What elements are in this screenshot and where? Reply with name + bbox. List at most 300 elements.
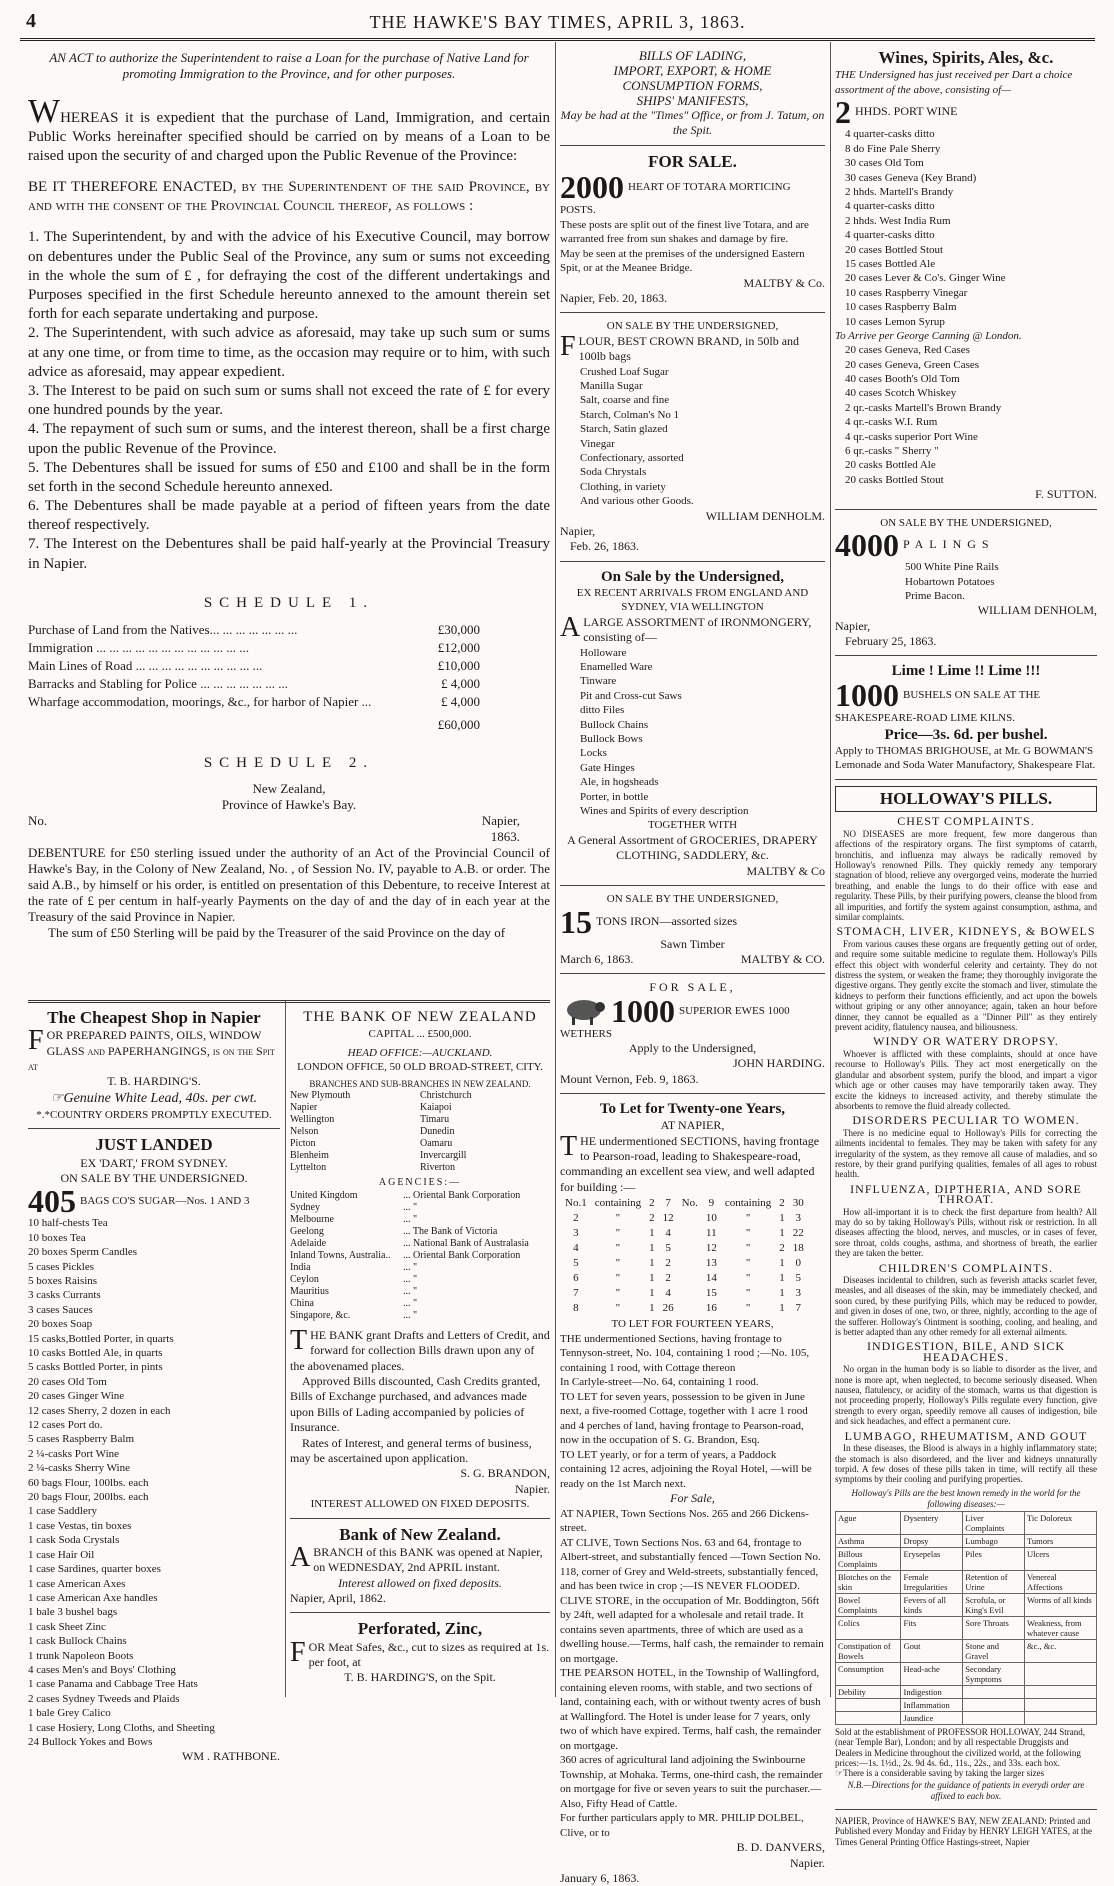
table-cell: " (745, 1301, 751, 1314)
ad-divider (560, 145, 825, 146)
list-item: Inland Towns, Australia.. (290, 1250, 391, 1262)
landed-ship: EX 'DART,' FROM SYDNEY. (80, 1155, 228, 1170)
table-row (836, 1698, 1097, 1711)
list-item: 1 cask Sheet Zinc (28, 1620, 106, 1633)
bank-title: THE BANK OF NEW ZEALAND (303, 1009, 537, 1025)
ad-divider (560, 312, 825, 313)
list-item: 4 cases Men's and Boys' Clothing (28, 1663, 176, 1676)
table-cell: containing (724, 1196, 772, 1209)
table-cell: 6 (573, 1271, 579, 1284)
table-cell: 18 (792, 1241, 804, 1254)
list-item: ditto Files (580, 704, 625, 717)
table-cell: 2 (649, 1196, 655, 1209)
list-item: Clothing, in variety (580, 480, 666, 493)
table-cell: 7 (573, 1286, 579, 1299)
list-item: 20 cases Geneva, Red Cases (845, 344, 970, 357)
list-item: 4 qr.-casks W.I. Rum (845, 416, 938, 429)
list-item: 40 cases Scotch Whiskey (845, 387, 957, 400)
list-item: Bullock Bows (580, 732, 643, 745)
column-rule (830, 42, 831, 1697)
bills-text: May be had at the "Times" Office, or from J. Tatum, on the Spit. (560, 108, 825, 138)
ad-divider (290, 1518, 550, 1519)
list-item: 500 White Pine Rails (905, 561, 999, 574)
ad-divider (560, 1093, 825, 1094)
holloway-section-text: From various causes these organs are frequently getting out of order, and require some suitable medicine to regulate them. Holloway's Pills effect this object with wonderful celerity and certainty. They do not distress the system, or weaken the frame; they thoroughly invigorate the digestive organs. They gently excite the stomach and liver, stimulate the kidneys to perform their functions efficiently, and act upon the bowels without griping or any other annoyance; again, taken an hour before dinner, they cannot be equalled as a "Dinner Pill" as they entirely prevent acidity, flatulency nausea, and biliousness. (835, 938, 1097, 1033)
list-item: 2 ¼-casks Sherry Wine (28, 1462, 130, 1475)
tolet-carlyle: In Carlyle-street—No. 64, containing 1 rood. (560, 1376, 759, 1389)
table-cell: 1 (649, 1226, 655, 1239)
list-item: 1 case Sardines, quarter boxes (28, 1563, 161, 1576)
list-item: Oamaru (420, 1138, 453, 1150)
list-item: 20 cases Lever & Co's. Ginger Wine (845, 272, 1006, 285)
list-item: ... " (403, 1202, 418, 1214)
ad-divider (560, 973, 825, 974)
bank-branches (290, 1090, 550, 1174)
tolet-date: January 6, 1863. (560, 1871, 640, 1886)
table-cell: 3 (573, 1226, 579, 1239)
list-item: 4 qr.-casks superior Port Wine (845, 430, 978, 443)
table-cell: 1 (779, 1211, 785, 1224)
list-item: 10 cases Lemon Syrup (845, 315, 945, 328)
holloway-section-text: How all-important it is to check the first departure from health? All may do so by taking Holloway's Pills, without risk or restriction. In all diseases affecting the blood, nerves, and muscles, or in cases of fever, sore throat, colds coughs, asthma, and shortness of breath, the earlier they are taken the better. (835, 1206, 1097, 1259)
list-item: Salt, coarse and fine (580, 394, 670, 407)
holloway-section-heading: WINDY OR WATERY DROPSY. (873, 1034, 1059, 1049)
table-cell: 14 (705, 1271, 717, 1284)
table-cell: Tumors (1025, 1534, 1097, 1547)
table-row (836, 1511, 1097, 1534)
branches-right (420, 1090, 550, 1174)
holloway-section-heading: STOMACH, LIVER, KIDNEYS, & BOWELS (836, 924, 1096, 939)
ad-divider (835, 509, 1097, 510)
act-clause: 5. The Debentures shall be issued for sums of £50 and £100 and shall be in the form set forth in the second Schedule hereunto annexed. (28, 459, 550, 495)
table-row (562, 1242, 807, 1255)
list-item: ... " (403, 1262, 418, 1274)
schedule-2-body: DEBENTURE for £50 sterling issued under the authority of an Act of the Provincial Council of Hawke's Bay, in the Colony of New Zealand, No. , of Session No. IV, payable to A.B. or order. The said A.B., by himself or his order, is entitled on presentation of this Debenture, to receive Interest at the rate of £ per centum in half-yearly Payments on the day of and the day of in each year at the Treasury of the said Province in Napier. (28, 844, 550, 924)
list-item: 10 boxes Tea (28, 1231, 86, 1244)
wines-first: 2 HHDS. PORT WINE (835, 94, 958, 131)
table-cell: Lumbago (963, 1534, 1025, 1547)
table-cell: No. (681, 1196, 698, 1209)
tolet-napier: AT NAPIER, Town Sections Nos. 265 and 266 Dickens-street. (560, 1507, 809, 1535)
ewes-date: Mount Vernon, Feb. 9, 1863. (560, 1071, 699, 1086)
list-item: Wellington (290, 1114, 335, 1126)
table-cell: 1 (779, 1271, 785, 1284)
section-divider (28, 1000, 550, 1003)
table-cell: Erysepelas (901, 1547, 963, 1570)
list-item: 20 boxes Soap (28, 1318, 93, 1331)
zinc-title: Perforated, Zinc, (357, 1619, 483, 1639)
schedule-2-year: 1863. (490, 828, 520, 844)
cheapest-lead: ☞Genuine White Lead, 40s. per cwt. (50, 1090, 258, 1106)
table-cell (679, 1302, 701, 1315)
list-item: 12 cases Port do. (28, 1419, 103, 1432)
left-bottom-ads (28, 1008, 280, 1764)
table-row (836, 1639, 1097, 1662)
table-row (836, 1570, 1097, 1593)
list-item: Wines and Spirits of every description (580, 805, 749, 817)
table-cell: " (615, 1211, 621, 1224)
list-item: Pit and Cross-cut Saws (580, 689, 682, 702)
list-item: 1 case Hosiery, Long Cloths, and Sheeting (28, 1721, 215, 1734)
tolet-paddock: TO LET yearly, or for a term of years, a Paddock containing 12 acres, adjoining the Royal Hotel, —will be ready on the 1st March next. (560, 1448, 812, 1490)
table-cell: 0 (795, 1256, 802, 1269)
table-cell: " (745, 1226, 751, 1239)
ad-divider (560, 561, 825, 562)
table-cell: 2 (779, 1196, 785, 1209)
act-article (28, 48, 550, 998)
ironmongery-sign: MALTBY & Co (746, 863, 825, 878)
tolet-clive: AT CLIVE, Town Sections Nos. 63 and 64, frontage to Albert-street, and substantially fenced —Town Section No. 118, corner of Grey and Weld-streets, substantially fenced, and has been twice in crop ;—IS NEVER FLOODED. (560, 1536, 821, 1593)
list-item: Starch, Colman's No 1 (580, 408, 680, 421)
table-cell: Consumption (836, 1662, 901, 1685)
landed-list (28, 1216, 280, 1749)
list-item: 24 Bullock Yokes and Bows (28, 1735, 153, 1748)
list-item: 15 casks,Bottled Porter, in quarts (28, 1332, 174, 1345)
list-item: 4 quarter-casks ditto (845, 229, 935, 242)
zinc-name: T. B. HARDING'S, on the Spit. (344, 1670, 496, 1685)
list-item: 1 case Vestas, tin boxes (28, 1519, 132, 1532)
table-row (836, 1711, 1097, 1724)
holloway-best: Holloway's Pills are the best known remedy in the world for the following diseases:— (851, 1487, 1081, 1510)
table-cell (963, 1685, 1025, 1698)
list-item: United Kingdom (290, 1190, 358, 1202)
table-cell: 2 (665, 1271, 671, 1284)
list-item: Riverton (420, 1162, 455, 1174)
list-item: 8 do Fine Pale Sherry (845, 142, 941, 155)
table-cell: 10 (705, 1211, 717, 1224)
table-cell: 22 (792, 1226, 804, 1239)
list-item: India (290, 1262, 311, 1274)
list-item: Crushed Loaf Sugar (580, 365, 669, 378)
table-cell: 1 (649, 1271, 655, 1284)
table-cell: Liver Complaints (963, 1511, 1025, 1534)
holloway-section-heading: INFLUENZA, DIPTHERIA, AND SORE THROAT. (850, 1181, 1082, 1207)
ad-divider (835, 1809, 1097, 1810)
schedule-2-heading: SCHEDULE 2. (203, 754, 375, 771)
landed-title: JUST LANDED (95, 1135, 213, 1155)
list-item: Porter, in bottle (580, 790, 649, 803)
denholm-sign: WILLIAM DENHOLM. (705, 508, 825, 523)
tolet-seven: TO LET for seven years, possession to be given in June next, a five-roomed Cottage, together with 1 acre 1 rood and 4 perches of land, having frontage to Pearson-road, now in the occupation of S. G. Brandon, Esq. (560, 1390, 808, 1447)
table-cell: " (615, 1256, 621, 1269)
tolet-table (560, 1195, 809, 1317)
bills-heading: BILLS OF LADING, IMPORT, EXPORT, & HOME CONSUMPTION FORMS, SHIPS' MANIFESTS, (613, 48, 772, 108)
list-item: 5 boxes Raisins (28, 1274, 98, 1287)
schedule-total: £60,000 (437, 717, 480, 732)
holloway-section-text: Whoever is afflicted with these complaints, should at once have recourse to Holloway's Pills. They act most energetically on the glandular and absorbent system, purify the blood, and impart a vigor which age or other causes may have temporarily taken away. They excite the kidneys to increased activity, and thereby stimulate the absorbents to remove the fluid already collected. (835, 1048, 1097, 1111)
table-cell: Venereal Affections (1025, 1570, 1097, 1593)
holloway-saving: ☞There is a considerable saving by taking the larger sizes (835, 1768, 1045, 1779)
list-item: Locks (580, 747, 607, 760)
table-cell (679, 1227, 701, 1240)
holloway-section-heading: CHEST COMPLAINTS. (897, 814, 1035, 829)
table-cell: 7 (795, 1301, 802, 1314)
table-cell (679, 1212, 701, 1225)
schedule-row: Immigration ... ... ... ... ... ... ... ... ... ... ... ... £12,000 (28, 640, 480, 655)
list-item: ... " (403, 1274, 418, 1286)
tolet-acres: 360 acres of agricultural land adjoining the Swinbourne Township, at Mohaka. Terms, one-third cash, the remainder on mortgage for five or seven years to suit the purchaser.—Also, Fifty Head of Cattle. (560, 1754, 823, 1810)
table-row (562, 1287, 807, 1300)
list-item: Holloware (580, 646, 627, 659)
list-item: 20 cases Old Tom (28, 1375, 107, 1388)
list-item: 20 cases Bottled Stout (845, 243, 944, 256)
table-cell: Secondary Symptoms (963, 1662, 1025, 1685)
rails-palings: 4000 PALINGS (835, 527, 995, 564)
table-cell: 15 (705, 1286, 717, 1299)
ewes-apply: Apply to the Undersigned, (628, 1041, 757, 1056)
rails-date2: February 25, 1863. (845, 634, 937, 649)
bank2-interest: Interest allowed on fixed deposits. (338, 1575, 502, 1590)
iron-tons: 15 TONS IRON—assorted sizes (560, 903, 738, 940)
table-cell (679, 1242, 701, 1255)
act-clause: 6. The Debentures shall be made payable at a period of fifteen years from the date thereof respectively. (28, 498, 550, 534)
table-cell (679, 1257, 701, 1270)
table-cell: " (745, 1286, 751, 1299)
iron-title: ON SALE BY THE UNDERSIGNED, (606, 893, 779, 905)
table-cell: 7 (665, 1196, 671, 1209)
table-cell: 3 (795, 1211, 802, 1224)
table-cell: Scrofula, or King's Evil (963, 1593, 1025, 1616)
table-cell: 4 (665, 1286, 671, 1299)
table-row (562, 1302, 807, 1315)
list-item: Enamelled Ware (580, 660, 653, 673)
bank-sign: S. G. BRANDON, (460, 1466, 550, 1481)
landed-first: 405 BAGS CO'S SUGAR—Nos. 1 AND 3 (28, 1183, 250, 1220)
table-cell: Inflammation (901, 1698, 963, 1711)
list-item: 3 cases Sauces (28, 1303, 93, 1316)
list-item: Ceylon (290, 1274, 319, 1286)
list-item: ... " (403, 1298, 418, 1310)
table-cell: 1 (649, 1241, 655, 1254)
agencies-right (403, 1190, 550, 1322)
table-cell: Retention of Urine (963, 1570, 1025, 1593)
middle-column (560, 48, 825, 1886)
table-cell (836, 1711, 901, 1724)
list-item: 10 casks Bottled Ale, in quarts (28, 1347, 163, 1360)
act-clause: 7. The Interest on the Debentures shall be paid half-yearly at the Provincial Treasury in Napier. (28, 536, 550, 572)
list-item: Hobartown Potatoes (905, 575, 995, 588)
schedule-row: Barracks and Stabling for Police ... ... ... ... ... ... ... £ 4,000 (28, 676, 480, 691)
table-row (562, 1197, 807, 1210)
table-cell: " (615, 1226, 621, 1239)
list-item: 15 cases Bottled Ale (845, 258, 936, 271)
tolet-sign2: Napier. (790, 1855, 825, 1870)
table-cell: 12 (662, 1211, 674, 1224)
list-item: 5 cases Pickles (28, 1260, 94, 1273)
list-item: Melbourne (290, 1214, 334, 1226)
imprint: NAPIER, Province of HAWKE'S BAY, NEW ZEALAND: Printed and Published every Monday and Friday by HENRY LEIGH YATES, at the Times General Printing Office Hastings-street, Napier (835, 1815, 1093, 1847)
list-item: 10 cases Raspberry Balm (845, 301, 957, 314)
iron-sign: MALTBY & CO. (740, 951, 825, 966)
list-item: 5 casks Bottled Porter, in pints (28, 1361, 163, 1374)
list-item: Tinware (580, 675, 617, 688)
agencies-left (290, 1190, 403, 1322)
lime-title: Lime ! Lime !! Lime !!! (891, 663, 1041, 680)
table-cell: 1 (649, 1286, 655, 1299)
schedule-1-table (28, 621, 550, 734)
list-item: Sydney (290, 1202, 320, 1214)
ironmongery-list (560, 646, 825, 819)
table-cell: 1 (649, 1301, 655, 1314)
table-cell: 13 (705, 1256, 717, 1269)
act-clause: 4. The repayment of such sum or sums, and the interest thereon, shall be a first charge upon the public Revenue of the Province. (28, 421, 550, 457)
table-cell: Fits (901, 1616, 963, 1639)
table-cell: Ague (836, 1511, 901, 1534)
list-item: Geelong (290, 1226, 324, 1238)
iron-date: March 6, 1863. (560, 951, 634, 966)
ewes-offer: 1000 SUPERIOR EWES 1000 WETHERS (560, 992, 790, 1040)
masthead-title: THE HAWKE'S BAY TIMES, APRIL 3, 1863. (369, 12, 746, 32)
wines-sign: F. SUTTON. (1035, 487, 1097, 502)
table-cell: Indigestion (901, 1685, 963, 1698)
list-item: 20 bags Flour, 200lbs. each (28, 1491, 149, 1504)
branches-left (290, 1090, 420, 1174)
list-item: And various other Goods. (580, 495, 694, 508)
table-cell: " (615, 1286, 621, 1299)
list-item: Singapore, &c. (290, 1310, 351, 1322)
act-clause: 2. The Superintendent, with such advice as aforesaid, may take up such sum or sums at any one time, or from time to time, as the occasion may require or to him, with such advice as aforesaid, may appear expedient. (28, 325, 550, 380)
bank-text3: Rates of Interest, and general terms of business, may be ascertained upon application. (290, 1435, 532, 1465)
table-cell: 16 (705, 1301, 717, 1314)
totara-sign: MALTBY & Co. (743, 275, 825, 290)
list-item: 20 casks Bottled Ale (845, 459, 936, 472)
tolet-sign: B. D. DANVERS, (736, 1840, 825, 1855)
table-cell (1025, 1698, 1097, 1711)
table-cell: 1 (779, 1301, 785, 1314)
table-cell: 2 (779, 1241, 785, 1254)
list-item: ... " (403, 1214, 418, 1226)
wines-list2 (835, 343, 1097, 487)
bank-london: LONDON OFFICE, 50 OLD BROAD-STREET, CITY. (297, 1061, 543, 1074)
holloway-section-heading: LUMBAGO, RHEUMATISM, AND GOUT (844, 1428, 1088, 1443)
lime-offer: 1000 BUSHELS ON SALE AT THE SHAKESPEARE-ROAD LIME KILNS. (835, 677, 1041, 725)
list-item: ... Oriental Bank Corporation (403, 1190, 521, 1202)
list-item: Confectionary, assorted (580, 452, 684, 465)
table-row (562, 1212, 807, 1225)
tolet-sub: AT NAPIER, (660, 1118, 725, 1133)
totara-text: These posts are split out of the finest live Totara, and are warranted free from sun shakes and damage by fire. (560, 218, 809, 246)
table-cell: Ulcers (1025, 1547, 1097, 1570)
tolet-hotel: THE PEARSON HOTEL, in the Township of Wallingford, containing eleven rooms, with stable, and two sections of land, containing each, with or without twenty acres of bush at Wallingford. The Hotel is under lease for 7 years, only two of which have expired. Terms, half cash, the remainder on mortgage. (560, 1667, 822, 1752)
schedule-row: Main Lines of Road ... ... ... ... ... ... ... ... ... ... £10,000 (28, 658, 480, 673)
list-item: Kaiapoi (420, 1102, 452, 1114)
table-row (562, 1257, 807, 1270)
table-cell (1025, 1711, 1097, 1724)
table-cell: 11 (706, 1226, 717, 1239)
ad-divider (560, 885, 825, 886)
lime-price: Price—3s. 6d. per bushel. (884, 726, 1048, 743)
bank-text: THE BANK grant Drafts and Letters of Credit, and forward for collection Bills drawn upon any of the abovenamed places. (290, 1325, 550, 1373)
table-cell: " (745, 1256, 751, 1269)
table-cell: " (615, 1301, 621, 1314)
table-cell: Colics (836, 1616, 901, 1639)
list-item: 20 cases Geneva, Green Cases (845, 358, 980, 371)
table-cell: Piles (963, 1547, 1025, 1570)
list-item: 6 qr.-casks " Sherry " (845, 445, 939, 458)
table-cell: Weakness, from whatever cause (1025, 1616, 1097, 1639)
list-item: Dunedin (420, 1126, 455, 1138)
table-row (562, 1227, 807, 1240)
table-row (836, 1616, 1097, 1639)
holloway-section-heading: INDIGESTION, BILE, AND SICK HEADACHES. (867, 1339, 1065, 1364)
holloway-section-text: In these diseases, the Blood is always in a highly inflammatory state; the stomach is also disordered, and the liver and kidneys unnaturally torpid. A few doses of these pills taken in time, will rectify all these symptoms by their cooling and purifying properties. (835, 1443, 1097, 1485)
holloway-section-text: There is no medicine equal to Holloway's Pills for correcting the ailments incidental to females. They may be taken with safety for any irregularity of the system, as they remove all cause of maladies, and so restore, by their grand purifying qualities, females of all ages to robust health. (835, 1127, 1097, 1180)
table-cell: containing (594, 1196, 642, 1209)
table-cell: &c., &c. (1025, 1639, 1097, 1662)
table-cell: 5 (795, 1271, 802, 1284)
table-cell: 9 (708, 1196, 715, 1209)
table-cell: Blotches on the skin (836, 1570, 901, 1593)
table-cell: Sore Throats (963, 1616, 1025, 1639)
list-item: 2 cases Sydney Tweeds and Plaids (28, 1692, 180, 1705)
list-item: Manilla Sugar (580, 380, 643, 393)
bank-branches-heading: BRANCHES AND SUB-BRANCHES IN NEW ZEALAND. (309, 1078, 531, 1089)
bank-agencies-heading: AGENCIES:— (378, 1177, 462, 1189)
table-cell: 3 (795, 1286, 802, 1299)
table-cell: 1 (649, 1256, 655, 1269)
list-item: Timaru (420, 1114, 450, 1126)
list-item: Prime Bacon. (905, 589, 965, 602)
act-title: AN ACT to authorize the Superintendent to raise a Loan for the purchase of Native Land for promoting Immigration to the Province, and for other purposes. (49, 50, 529, 82)
list-item: Nelson (290, 1126, 319, 1138)
holloway-nb: N.B.—Directions for the guidance of patients in everydi order are affixed to each box. (847, 1779, 1085, 1802)
list-item: 20 cases Ginger Wine (28, 1390, 125, 1403)
list-item: Lyttelton (290, 1162, 327, 1174)
act-clause: 3. The Interest to be paid on such sum or sums shall not exceed the rate of £ for every one hundred pounds by the year. (28, 382, 550, 419)
ironmongery-title: On Sale by the Undersigned, (601, 568, 784, 585)
list-item: 4 quarter-casks ditto (845, 200, 935, 213)
table-cell: 30 (792, 1196, 804, 1209)
holloway-section-heading: DISORDERS PECULIAR TO WOMEN. (852, 1113, 1080, 1128)
table-cell: Dysentery (901, 1511, 963, 1534)
bank2-text: ABRANCH of this BANK was opened at Napier, on WEDNESDAY, 2nd APRIL instant. (290, 1541, 543, 1575)
holloway-sold: Sold at the establishment of PROFESSOR HOLLOWAY, 244 Strand, (near Temple Bar), London; and by all respectable Druggists and Dealers in Medicine throughout the civilized world, at the following prices:—1s. 1½d., 2s. 9d 4s. 6d., 11s., 22s., and 33s. each box. (835, 1726, 1086, 1768)
list-item: Mauritius (290, 1286, 329, 1298)
act-whereas: WHEREAS it is expedient that the purchase of Land, Immigration, and certain Public Works hereinafter specified should be carried on by means of a Loan to be raised upon the security of and charged upon the Public Revenue of the Province: (28, 92, 550, 164)
rails-list (835, 560, 1097, 603)
holloway-sections (835, 816, 1097, 1484)
list-item: Adelaide (290, 1238, 327, 1250)
table-cell: Fevers of all kinds (901, 1593, 963, 1616)
list-item: ... Oriental Bank Corporation (403, 1250, 521, 1262)
list-item: Soda Chrystals (580, 466, 647, 479)
sheep-icon (560, 996, 608, 1026)
table-cell: 2 (649, 1211, 655, 1224)
iron-timber: Sawn Timber (660, 936, 725, 951)
table-cell: Debility (836, 1685, 901, 1698)
ewes-sign: JOHN HARDING. (733, 1056, 825, 1071)
list-item: 1 bale Grey Calico (28, 1707, 111, 1720)
table-cell: 26 (662, 1301, 674, 1314)
list-item: 1 case Saddlery (28, 1505, 98, 1518)
table-cell: 12 (705, 1241, 717, 1254)
table-row (836, 1662, 1097, 1685)
list-item: 40 cases Booth's Old Tom (845, 373, 960, 385)
table-row (836, 1534, 1097, 1547)
wines-intro: THE Undersigned has just received per Dart a choice assortment of the above, consisting of— (835, 69, 1073, 96)
table-cell: Tic Doloreux (1025, 1511, 1097, 1534)
list-item: Bullock Chains (580, 718, 649, 731)
schedule-row: Wharfage accommodation, moorings, &c., for harbor of Napier ... £ 4,000 (28, 694, 480, 709)
tolet-title: To Let for Twenty-one Years, (599, 1101, 786, 1118)
table-cell (679, 1272, 701, 1285)
list-item: Picton (290, 1138, 316, 1150)
list-item: Starch, Satin glazed (580, 423, 668, 436)
totara-posts: 2000 HEART OF TOTARA MORTICING POSTS. (560, 169, 791, 217)
wines-title: Wines, Spirits, Ales, &c. (878, 48, 1054, 67)
right-column (835, 48, 1097, 1847)
table-cell (1025, 1662, 1097, 1685)
